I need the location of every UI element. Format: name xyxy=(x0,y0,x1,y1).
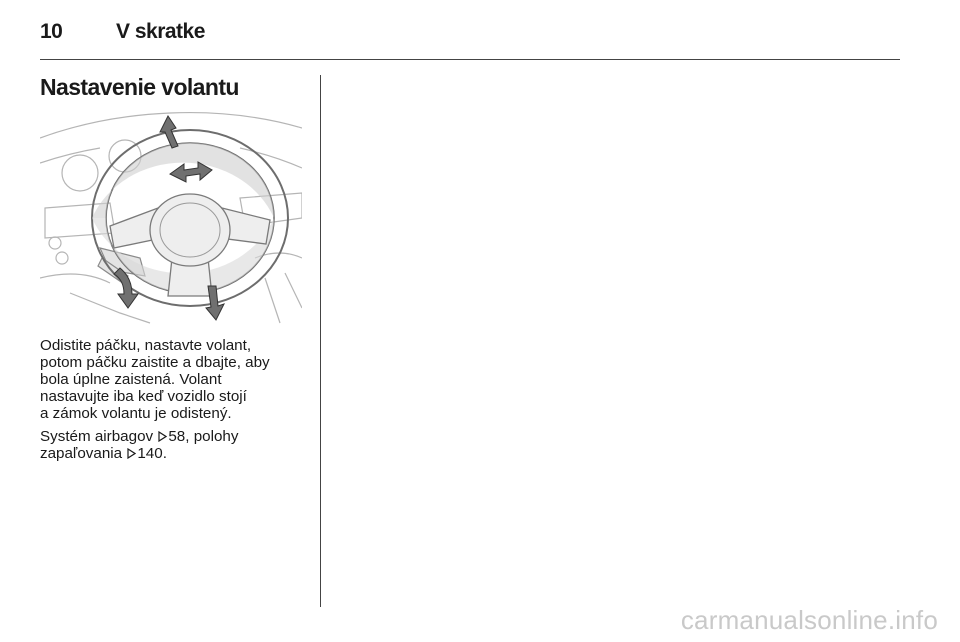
instruction-line: potom páčku zaistite a dbajte, aby xyxy=(40,354,270,371)
instruction-line: nastavujte iba keď vozidlo stojí xyxy=(40,388,247,405)
page-heading: Nastavenie volantu xyxy=(40,74,239,100)
header-rule xyxy=(40,59,900,60)
section-title: V skratke xyxy=(116,20,205,43)
body-text xyxy=(40,337,310,468)
instruction-line: bola úplne zaistená. Volant xyxy=(40,371,222,388)
page-number: 10 xyxy=(40,20,63,43)
watermark: carmanualsonline.info xyxy=(680,605,938,635)
column-divider xyxy=(320,75,321,607)
reference-text: Systém airbagov xyxy=(40,428,154,445)
reference-link-airbag[interactable]: 58, polohy xyxy=(168,428,239,445)
triangle-reference-icon xyxy=(127,448,136,459)
instruction-line: Odistite páčku, nastavte volant, xyxy=(40,337,252,354)
reference-text: zapaľovania xyxy=(40,445,123,462)
reference-link-ignition[interactable]: 140. xyxy=(137,445,167,462)
steering-wheel-illustration xyxy=(40,108,302,328)
triangle-reference-icon xyxy=(158,431,167,442)
reference-paragraph xyxy=(40,428,310,462)
instruction-line: a zámok volantu je odistený. xyxy=(40,405,232,422)
instruction-paragraph xyxy=(40,337,310,422)
